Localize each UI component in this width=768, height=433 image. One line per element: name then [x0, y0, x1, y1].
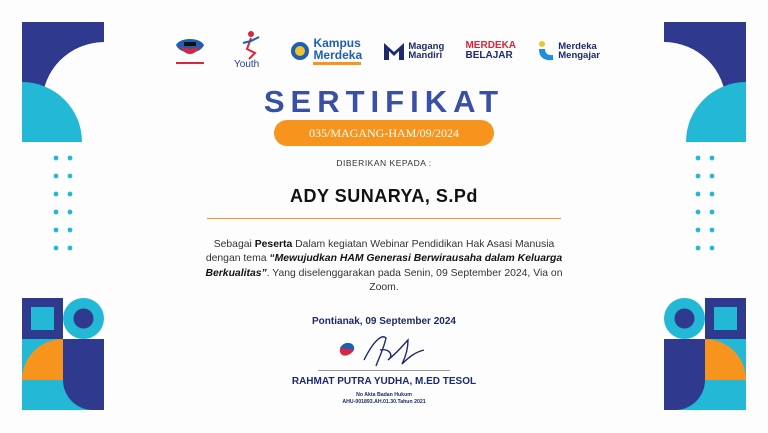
- left-decoration: [0, 0, 110, 433]
- mm-bottom-text: Mengajar: [558, 50, 600, 61]
- right-decoration: [658, 0, 768, 433]
- kampus-merdeka-logo-icon: [290, 37, 362, 65]
- foundation-logo-icon: [170, 33, 210, 69]
- magang-text: Magang: [408, 40, 445, 52]
- signature-icon: [330, 330, 440, 370]
- youth-text: Youth: [234, 59, 260, 70]
- mb-top-text: MERDEKA: [465, 40, 517, 51]
- kampus-text: Kampus: [313, 36, 361, 50]
- merdeka-belajar-logo-icon: [465, 41, 516, 61]
- signer-name: RAHMAT PUTRA YUDHA, M.ED TESOL: [291, 376, 477, 387]
- merdeka-mengajar-logo-icon: [537, 40, 600, 62]
- recipient-name: ADY SUNARYA, S.Pd: [290, 186, 478, 206]
- mm-top-text: Merdeka: [558, 40, 597, 52]
- certificate-number: 035/MAGANG-HAM/09/2024: [274, 120, 494, 146]
- event-theme: “Mewujudkan HAM Generasi Berwirausaha dalam Keluarga Berkualitas”: [205, 253, 563, 279]
- mandiri-text: Mandiri: [408, 50, 443, 61]
- participant-role: Peserta: [254, 239, 293, 250]
- given-to-label: DIBERIKAN KEPADA :: [336, 158, 432, 168]
- signature-line: [318, 370, 450, 371]
- place-date: Pontianak, 09 September 2024: [312, 316, 456, 327]
- legal-line-2: AHU-001893.AH.01.30.Tahun 2021: [342, 399, 426, 405]
- certificate-title: SERTIFIKAT: [263, 84, 505, 119]
- body-suffix: . Yang diselenggarakan pada Senin, 09 September 2024, Via on Zoom.: [266, 267, 563, 293]
- sponsor-logos: [170, 26, 600, 76]
- legal-line-1: No Akta Badan Hukum: [356, 392, 412, 398]
- mb-bottom-text: BELAJAR: [465, 50, 513, 61]
- youth-logo-icon: [231, 29, 269, 73]
- body-prefix: Sebagai: [213, 239, 255, 250]
- magang-mandiri-logo-icon: [383, 41, 444, 61]
- certificate-body: [204, 238, 564, 295]
- body-middle: Dalam kegiatan Webinar Pendidikan Hak Asasi Manusia dengan tema: [205, 239, 555, 265]
- name-underline: [207, 218, 561, 219]
- merdeka-text: Merdeka: [313, 48, 363, 62]
